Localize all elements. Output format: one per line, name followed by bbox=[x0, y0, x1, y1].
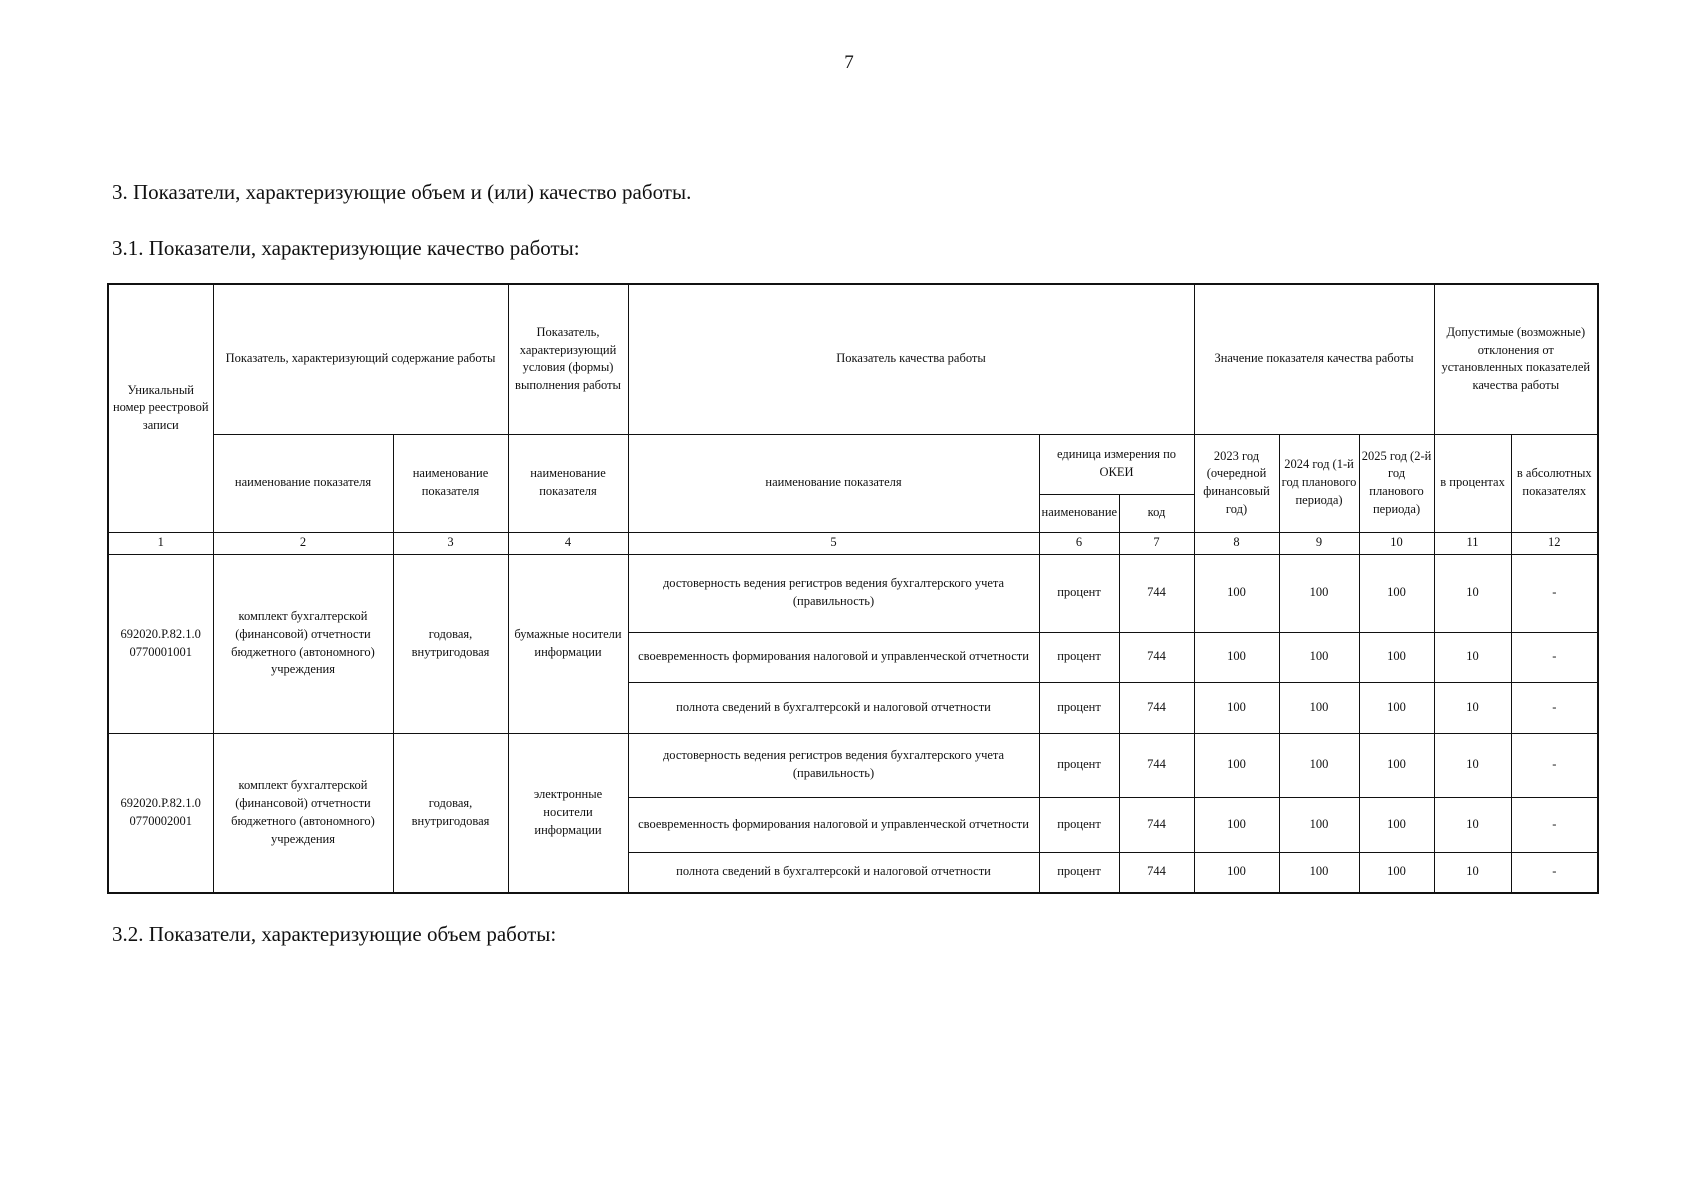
unit-name: процент bbox=[1039, 682, 1119, 733]
value-2025: 100 bbox=[1359, 554, 1434, 632]
unit-name: процент bbox=[1039, 852, 1119, 893]
registry-number: 692020.Р.82.1.0 0770002001 bbox=[108, 733, 213, 893]
deviation-percent: 10 bbox=[1434, 852, 1511, 893]
value-2025: 100 bbox=[1359, 797, 1434, 852]
quality-indicator-name: достоверность ведения регистров ведения бухгалтерского учета (правильность) bbox=[628, 733, 1039, 797]
header-indicator-name-2: наименование показателя bbox=[213, 434, 393, 532]
column-number: 7 bbox=[1119, 532, 1194, 554]
quality-indicator-name: достоверность ведения регистров ведения бухгалтерского учета (правильность) bbox=[628, 554, 1039, 632]
column-number: 10 bbox=[1359, 532, 1434, 554]
form-of-work: бумажные носители информации bbox=[508, 554, 628, 733]
unit-code: 744 bbox=[1119, 682, 1194, 733]
table-row bbox=[108, 554, 1598, 632]
unit-name: процент bbox=[1039, 733, 1119, 797]
unit-code: 744 bbox=[1119, 797, 1194, 852]
deviation-percent: 10 bbox=[1434, 632, 1511, 682]
value-2024: 100 bbox=[1279, 554, 1359, 632]
deviation-absolute: - bbox=[1511, 852, 1598, 893]
column-number: 2 bbox=[213, 532, 393, 554]
column-number: 12 bbox=[1511, 532, 1598, 554]
header-deviations: Допустимые (возможные) отклонения от установленных показателей качества работы bbox=[1434, 284, 1598, 434]
value-2025: 100 bbox=[1359, 682, 1434, 733]
value-2023: 100 bbox=[1194, 554, 1279, 632]
deviation-absolute: - bbox=[1511, 733, 1598, 797]
unit-name: процент bbox=[1039, 554, 1119, 632]
header-quality-value: Значение показателя качества работы bbox=[1194, 284, 1434, 434]
column-number: 1 bbox=[108, 532, 213, 554]
header-in-absolute: в абсолютных показателях bbox=[1511, 434, 1598, 532]
column-number: 5 bbox=[628, 532, 1039, 554]
header-conditions-indicator: Показатель, характеризующий условия (формы) выполнения работы bbox=[508, 284, 628, 434]
quality-indicators-table bbox=[107, 283, 1599, 894]
unit-name: процент bbox=[1039, 797, 1119, 852]
quality-indicator-name: своевременность формирования налоговой и управленческой отчетности bbox=[628, 797, 1039, 852]
deviation-absolute: - bbox=[1511, 632, 1598, 682]
value-2024: 100 bbox=[1279, 733, 1359, 797]
value-2023: 100 bbox=[1194, 797, 1279, 852]
header-in-percent: в процентах bbox=[1434, 434, 1511, 532]
column-number-row bbox=[108, 532, 1598, 554]
unit-code: 744 bbox=[1119, 852, 1194, 893]
value-2023: 100 bbox=[1194, 733, 1279, 797]
unit-code: 744 bbox=[1119, 632, 1194, 682]
header-year-2025: 2025 год (2-й год планового периода) bbox=[1359, 434, 1434, 532]
periodicity: годовая, внутригодовая bbox=[393, 733, 508, 893]
unit-code: 744 bbox=[1119, 554, 1194, 632]
periodicity: годовая, внутригодовая bbox=[393, 554, 508, 733]
value-2024: 100 bbox=[1279, 632, 1359, 682]
quality-indicator-name: своевременность формирования налоговой и управленческой отчетности bbox=[628, 632, 1039, 682]
deviation-percent: 10 bbox=[1434, 733, 1511, 797]
value-2023: 100 bbox=[1194, 852, 1279, 893]
section-3-heading: 3. Показатели, характеризующие объем и (или) качество работы. bbox=[112, 180, 692, 204]
page-number: 7 bbox=[844, 52, 854, 73]
value-2023: 100 bbox=[1194, 682, 1279, 733]
deviation-percent: 10 bbox=[1434, 682, 1511, 733]
header-year-2023: 2023 год (очередной финансовый год) bbox=[1194, 434, 1279, 532]
quality-indicator-name: полнота сведений в бухгалтерсокй и налоговой отчетности bbox=[628, 852, 1039, 893]
unit-code: 744 bbox=[1119, 733, 1194, 797]
value-2023: 100 bbox=[1194, 632, 1279, 682]
content-indicator: комплект бухгалтерской (финансовой) отчетности бюджетного (автономного) учреждения bbox=[213, 733, 393, 893]
value-2025: 100 bbox=[1359, 733, 1434, 797]
deviation-absolute: - bbox=[1511, 682, 1598, 733]
column-number: 9 bbox=[1279, 532, 1359, 554]
header-content-indicator: Показатель, характеризующий содержание работы bbox=[213, 284, 508, 434]
value-2025: 100 bbox=[1359, 852, 1434, 893]
value-2024: 100 bbox=[1279, 682, 1359, 733]
header-year-2024: 2024 год (1-й год планового периода) bbox=[1279, 434, 1359, 532]
column-number: 4 bbox=[508, 532, 628, 554]
value-2025: 100 bbox=[1359, 632, 1434, 682]
section-3-2-heading: 3.2. Показатели, характеризующие объем работы: bbox=[112, 922, 557, 946]
table-row bbox=[108, 733, 1598, 797]
value-2024: 100 bbox=[1279, 797, 1359, 852]
header-indicator-name-4: наименование показателя bbox=[508, 434, 628, 532]
column-number: 3 bbox=[393, 532, 508, 554]
table-header-row-1 bbox=[108, 284, 1598, 434]
unit-name: процент bbox=[1039, 632, 1119, 682]
header-unit-code: код bbox=[1119, 494, 1194, 532]
header-indicator-name-3: наименование показателя bbox=[393, 434, 508, 532]
header-unit-okei: единица измерения по ОКЕИ bbox=[1039, 434, 1194, 494]
table-header-row-2 bbox=[108, 434, 1598, 494]
quality-indicator-name: полнота сведений в бухгалтерсокй и налоговой отчетности bbox=[628, 682, 1039, 733]
header-unit-name: наименование bbox=[1039, 494, 1119, 532]
deviation-absolute: - bbox=[1511, 554, 1598, 632]
column-number: 8 bbox=[1194, 532, 1279, 554]
content-indicator: комплект бухгалтерской (финансовой) отчетности бюджетного (автономного) учреждения bbox=[213, 554, 393, 733]
deviation-absolute: - bbox=[1511, 797, 1598, 852]
column-number: 6 bbox=[1039, 532, 1119, 554]
form-of-work: электронные носители информации bbox=[508, 733, 628, 893]
header-indicator-name-5: наименование показателя bbox=[628, 434, 1039, 532]
value-2024: 100 bbox=[1279, 852, 1359, 893]
header-quality-indicator: Показатель качества работы bbox=[628, 284, 1194, 434]
section-3-1-heading: 3.1. Показатели, характеризующие качество работы: bbox=[112, 236, 580, 260]
header-unique-number: Уникальный номер реестровой записи bbox=[108, 284, 213, 532]
deviation-percent: 10 bbox=[1434, 554, 1511, 632]
deviation-percent: 10 bbox=[1434, 797, 1511, 852]
registry-number: 692020.Р.82.1.0 0770001001 bbox=[108, 554, 213, 733]
column-number: 11 bbox=[1434, 532, 1511, 554]
